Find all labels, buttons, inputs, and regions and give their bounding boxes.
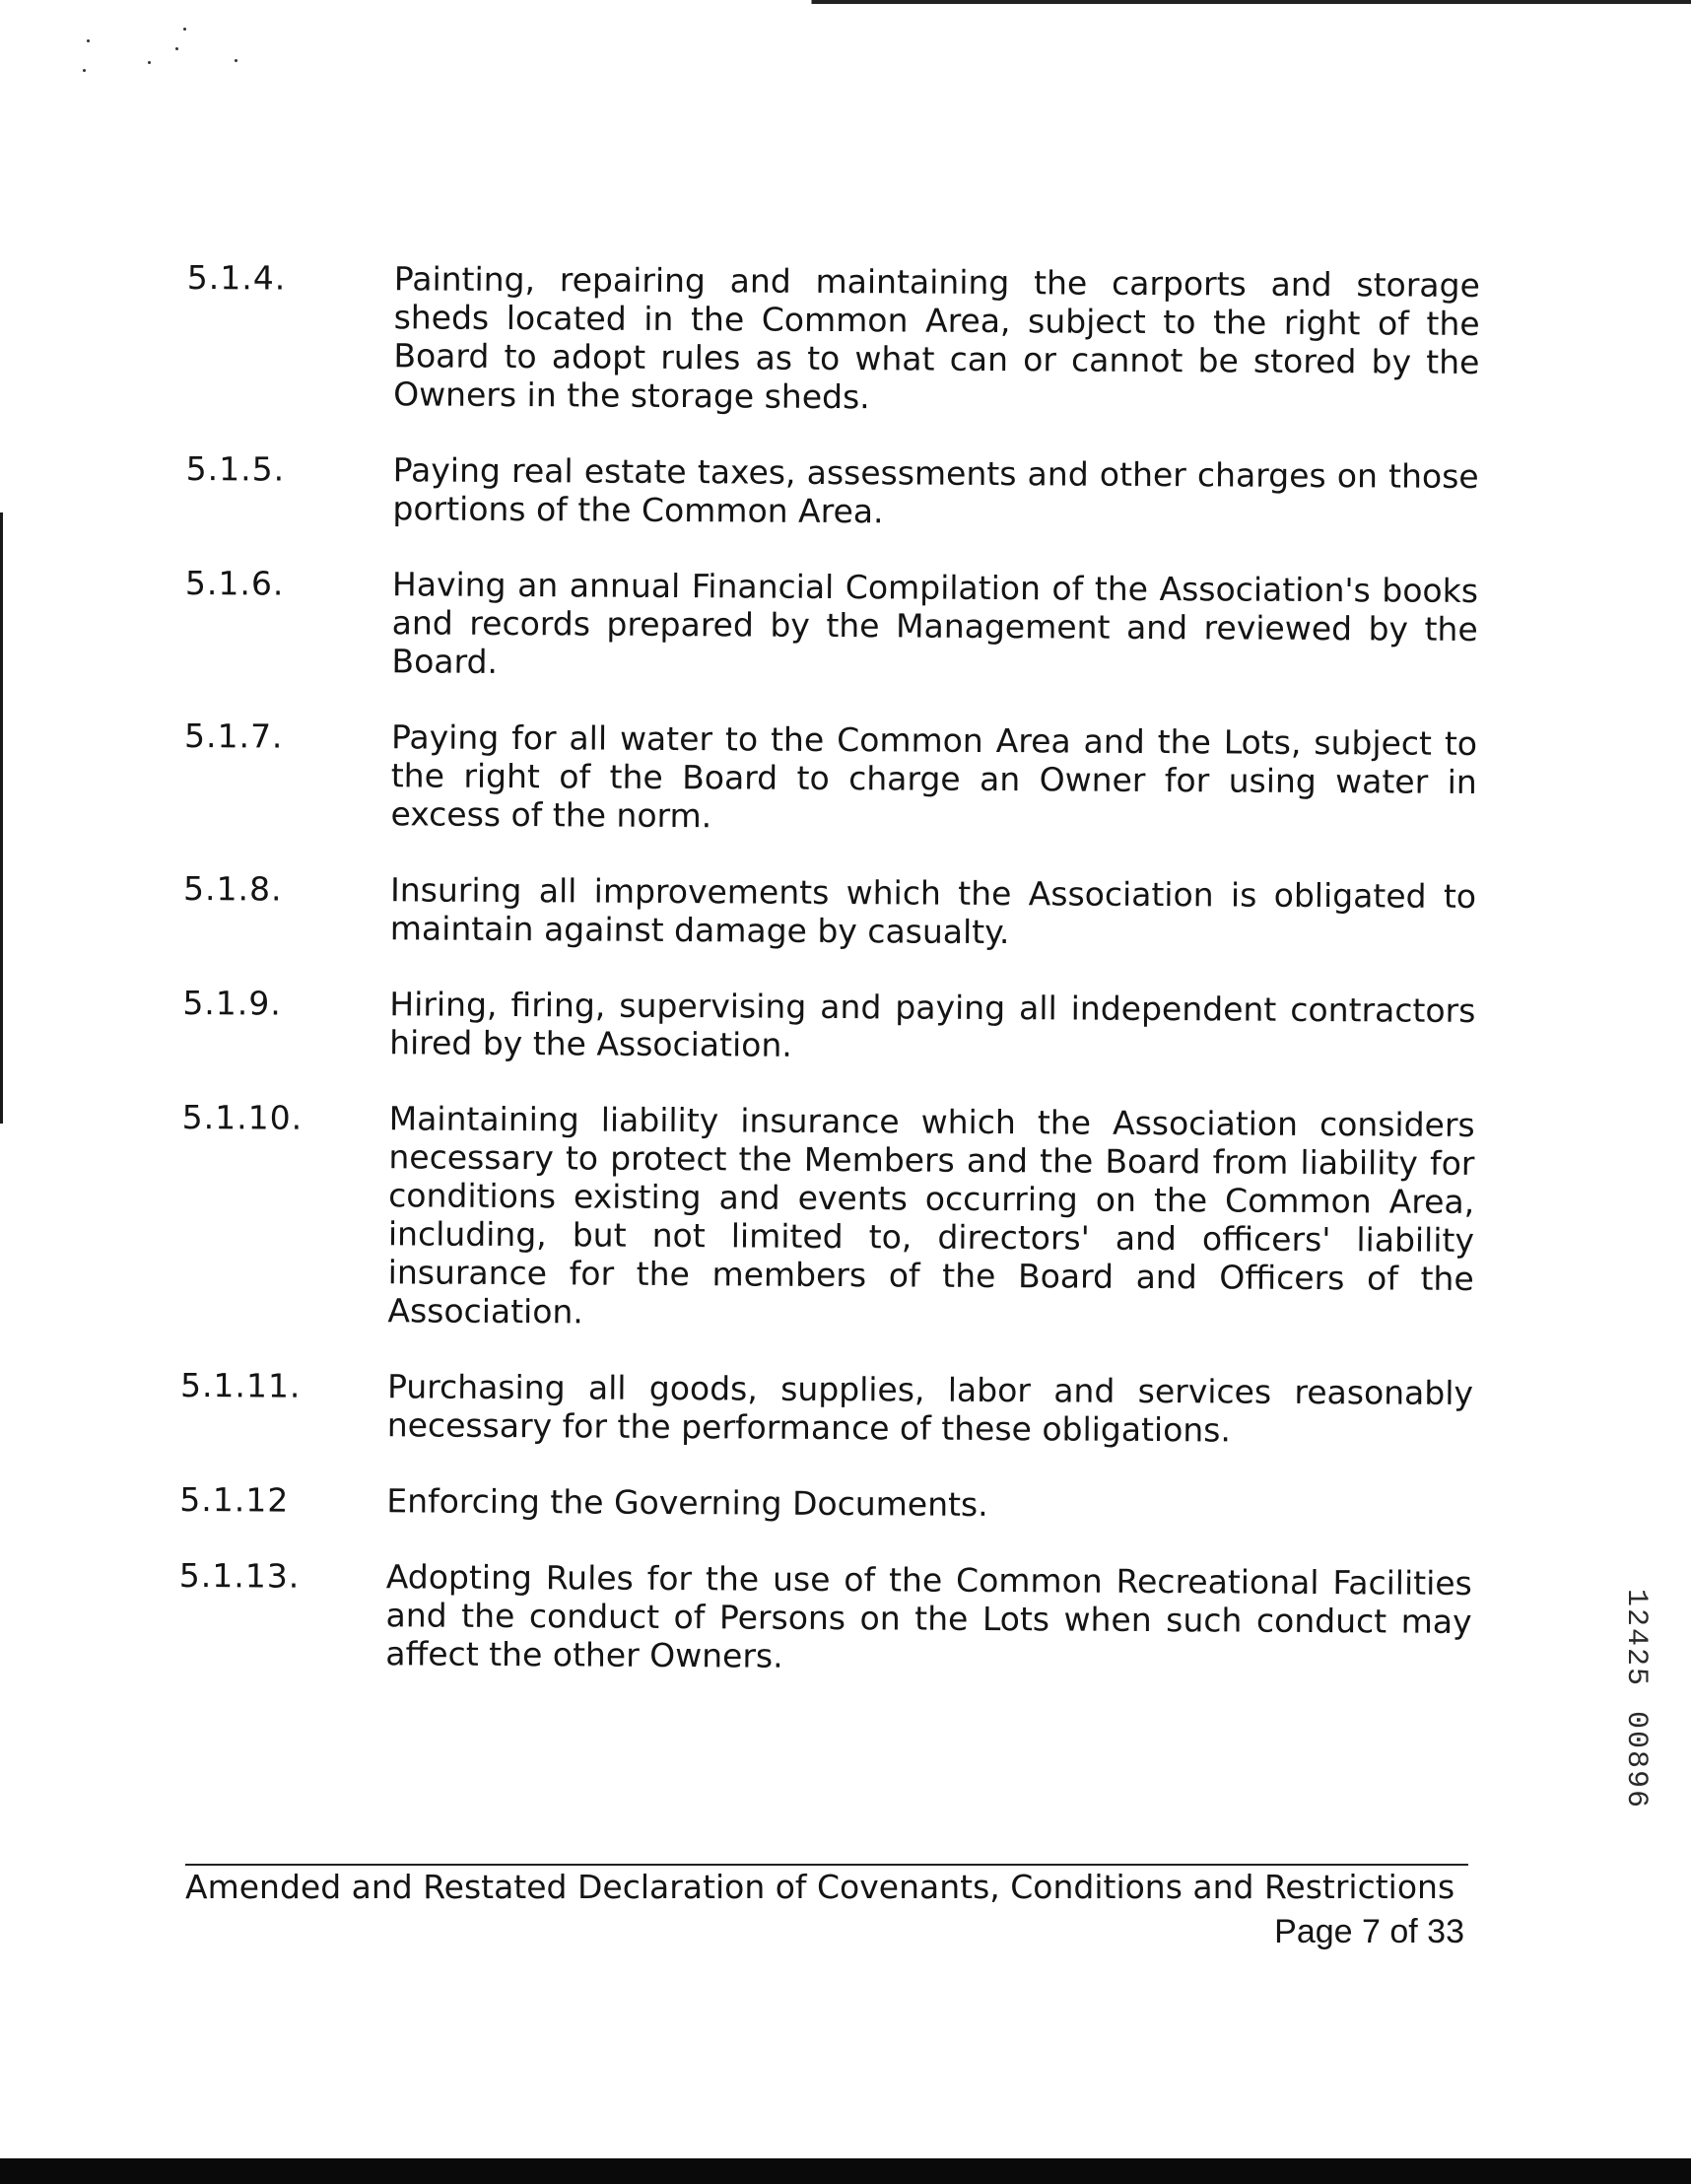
clause-text: Adopting Rules for the use of the Common Recreational Facilities and the conduct of Persons on the Lots when such conduct may affect the other Owners. bbox=[385, 1557, 1472, 1675]
clause-text: Painting, repairing and maintaining the carports and storage sheds located in the Common Area, subject to the right of the Board to adopt rules as to what can or cannot be stored by the Owners in the storage sheds. bbox=[393, 259, 1480, 417]
clause-text: Paying real estate taxes, assessments and other charges on those portions of the Common Area. bbox=[392, 450, 1479, 531]
page-number: Page 7 of 33 bbox=[1274, 1913, 1464, 1950]
clause-text: Hiring, firing, supervising and paying all independent contractors hired by the Association. bbox=[389, 985, 1476, 1064]
scan-edge-left bbox=[0, 512, 3, 1124]
clause-item bbox=[178, 1556, 1490, 1679]
clause-item bbox=[179, 1480, 1490, 1527]
clause-text: Having an annual Financial Compilation of the Association's books and records prepared by the Management and reviewed by the Board. bbox=[391, 565, 1479, 681]
clause-text: Insuring all improvements which the Association is obligated to maintain against damage by casualty. bbox=[389, 870, 1477, 952]
clause-number: 5.1.7. bbox=[183, 716, 284, 756]
clause-item bbox=[185, 449, 1496, 534]
clause-item bbox=[180, 1366, 1491, 1451]
clause-number: 5.1.5. bbox=[185, 448, 286, 489]
clause-number: 5.1.4. bbox=[186, 258, 287, 298]
clause-item bbox=[183, 869, 1494, 954]
clause-number: 5.1.6. bbox=[184, 563, 285, 603]
clause-text: Paying for all water to the Common Area and the Lots, subject to the right of the Board to charge an Owner for using water in excess of the norm. bbox=[390, 717, 1478, 836]
clause-text: Maintaining liability insurance which the Association considers necessary to protect the Members and the Board from liability for conditions existing and events occurring on the Common Area, including, but not limited to, directors' and officers' liability insurance for the members of the Board and Officers of the Association. bbox=[387, 1099, 1475, 1331]
clause-list bbox=[178, 258, 1498, 1717]
bates-number bbox=[1616, 1589, 1656, 1865]
clause-number: 5.1.9. bbox=[182, 983, 282, 1023]
footer-title: Amended and Restated Declaration of Covenants, Conditions and Restrictions bbox=[185, 1868, 1455, 1906]
scan-specks bbox=[69, 20, 266, 79]
clause-number: 5.1.11. bbox=[179, 1365, 302, 1405]
clause-item bbox=[180, 1098, 1492, 1336]
bates-part-1: 12425 bbox=[1619, 1589, 1653, 1688]
clause-number: 5.1.10. bbox=[181, 1097, 304, 1137]
clause-item bbox=[183, 717, 1495, 840]
bates-part-2: 00896 bbox=[1619, 1711, 1653, 1810]
clause-number: 5.1.8. bbox=[182, 868, 283, 909]
clause-item bbox=[182, 984, 1493, 1068]
clause-item bbox=[184, 564, 1496, 687]
clause-number: 5.1.13. bbox=[178, 1555, 301, 1596]
clause-text: Purchasing all goods, supplies, labor and services reasonably necessary for the performance of these obligations. bbox=[386, 1367, 1474, 1450]
scan-edge-bottom bbox=[0, 2158, 1691, 2184]
clause-text: Enforcing the Governing Documents. bbox=[386, 1481, 988, 1524]
clause-number: 5.1.12 bbox=[179, 1479, 290, 1520]
clause-item bbox=[186, 258, 1498, 420]
scan-edge-top bbox=[0, 0, 1691, 4]
